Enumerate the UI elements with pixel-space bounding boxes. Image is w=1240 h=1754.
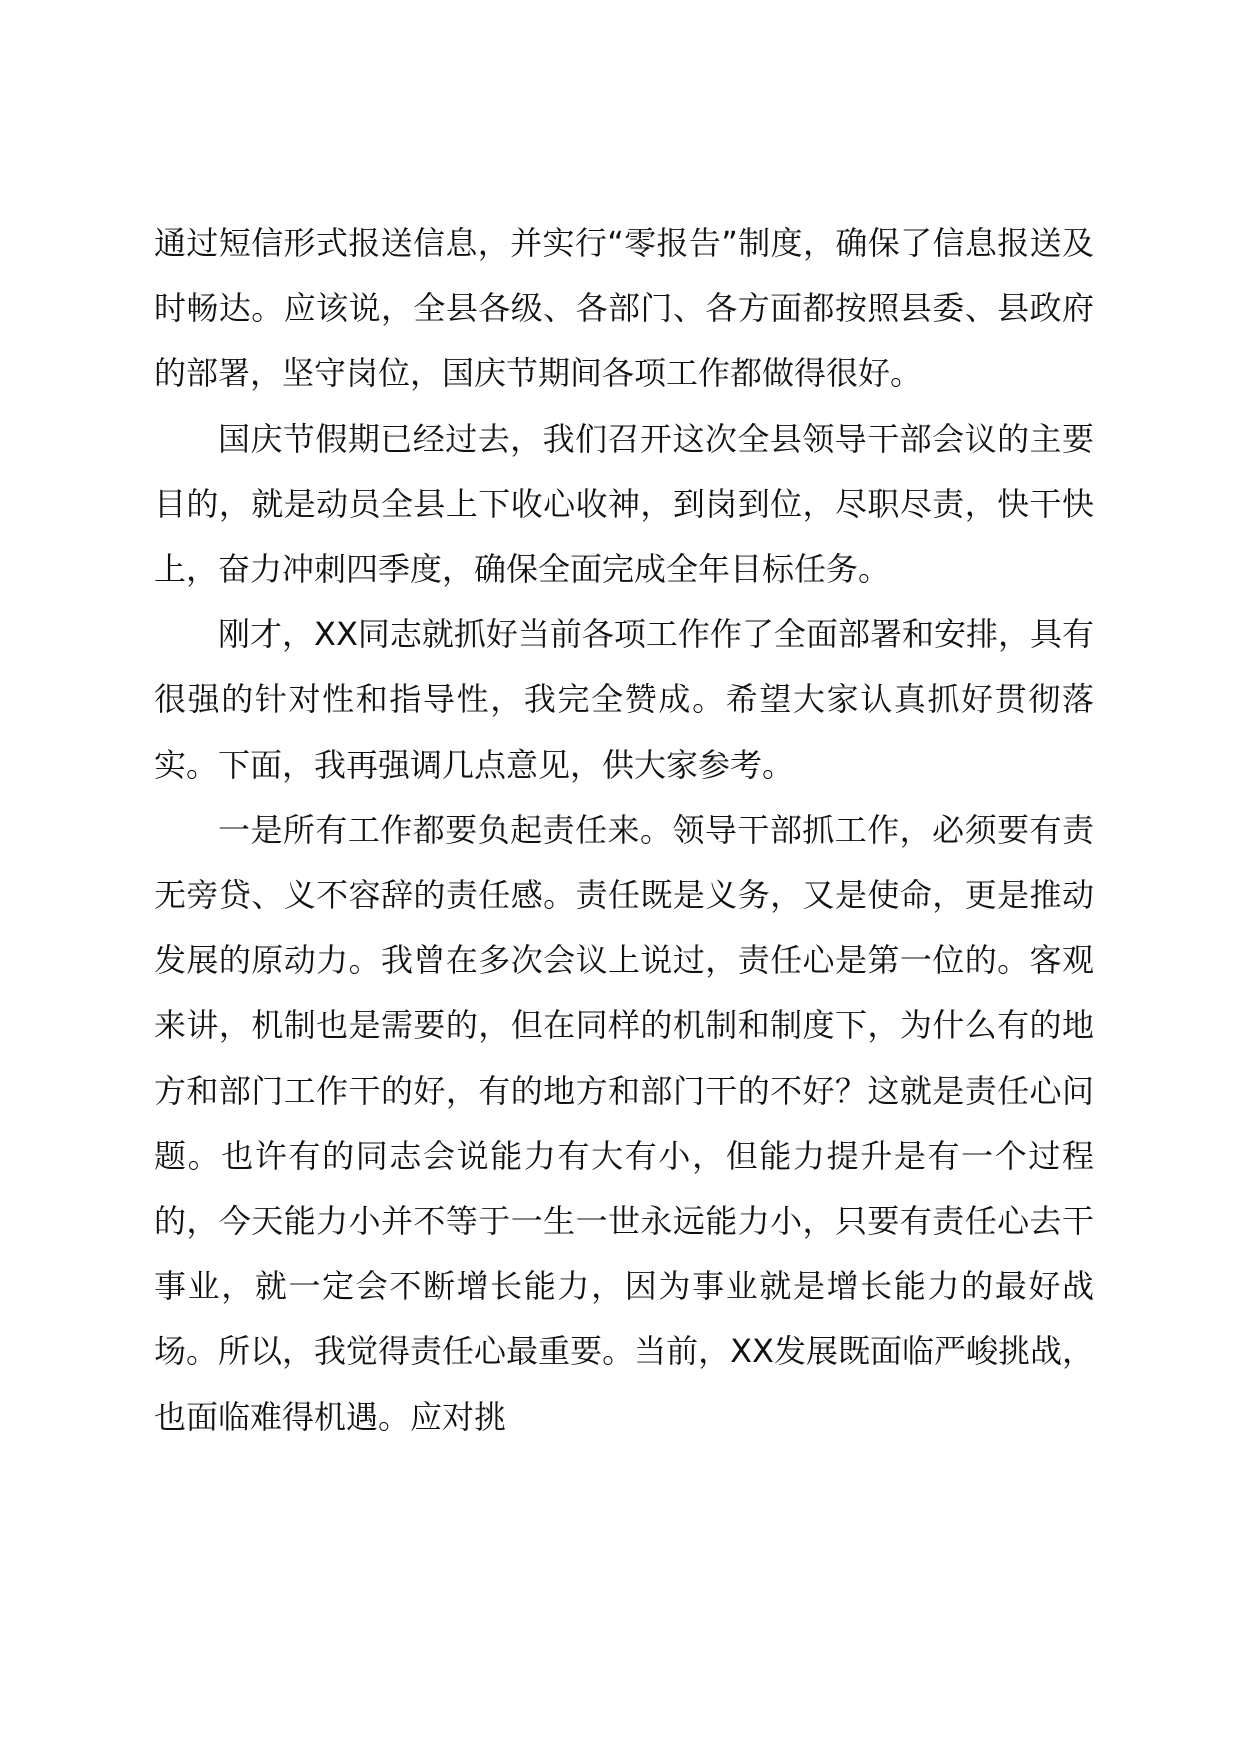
paragraph-2: 国庆节假期已经过去，我们召开这次全县领导干部会议的主要目的，就是动员全县上下收心收神，到岗到位，尽职尽责，快干快上，奋力冲刺四季度，确保全面完成全年目标任务。 xyxy=(154,419,1094,589)
paragraph-4: 一是所有工作都要负起责任来。领导干部抓工作，必须要有责无旁贷、义不容辞的责任感。责任既是义务，又是使命，更是推动发展的原动力。我曾在多次会议上说过，责任心是第一位的。客观来讲，机制也是需要的，但在同样的机制和制度下，为什么有的地方和部门工作干的好，有的地方和部门干的不好？这就是责任心问题。也许有的同志会说能力有大有小，但能力提升是有一个过程的，今天能力小并不等于一生一世永远能力小，只要有责任心去干事业，就一定会不断增长能力，因为事业就是增长能力的最好战场。所以，我觉得责任心最重要。当前，XX发展既面临严峻挑战，也面临难得机遇。应对挑 xyxy=(154,810,1094,1436)
paragraph-1: 通过短信形式报送信息，并实行“零报告”制度，确保了信息报送及时畅达。应该说，全县各级、各部门、各方面都按照县委、县政府的部署，坚守岗位，国庆节期间各项工作都做得很好。 xyxy=(154,224,1094,393)
document-body xyxy=(154,211,1094,1450)
paragraph-3: 刚才，XX同志就抓好当前各项工作作了全面部署和安排，具有很强的针对性和指导性，我完全赞成。希望大家认真抓好贯彻落实。下面，我再强调几点意见，供大家参考。 xyxy=(154,615,1094,784)
